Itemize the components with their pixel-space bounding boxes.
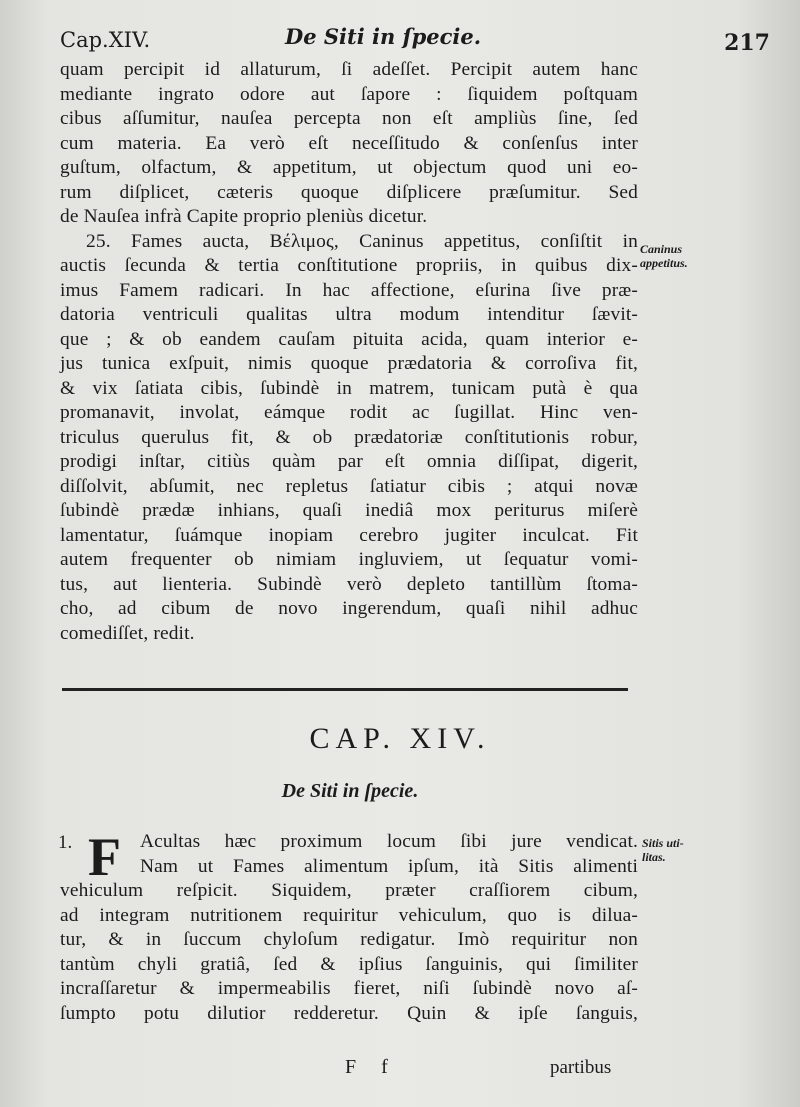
text-line: lamentatur, ſuámque inopiam cerebro jugiter inculcat. Fit xyxy=(60,524,638,546)
text-line: ſumpto potu dilutior redderetur. Quin & ipſe ſanguis, xyxy=(60,1002,638,1024)
text-line: autem frequenter ob nimiam ingluviem, ut ſequatur vomi- xyxy=(60,549,638,570)
text-line: imus Famem radicari. In hac affectione, eſurina ſive præ- xyxy=(60,279,638,301)
text-line: datoria ventriculi qualitas ultra modum intenditur ſævit- xyxy=(60,304,638,325)
text-line: ſubindè prædæ inhians, quaſi inediâ mox periturus miſerè xyxy=(60,500,638,521)
signature-mark: F f xyxy=(345,1056,398,1078)
chapter-divider-rule xyxy=(62,688,628,691)
text-line: Acultas hæc proximum locum ſibi jure vendicat. xyxy=(140,831,638,852)
text-line: incraſſaretur & impermeabilis fieret, niſi ſubindè novo aſ- xyxy=(60,978,638,999)
body-text-upper xyxy=(60,58,638,646)
text-line: guſtum, olfactum, & appetitum, ut objectum quod uni eo- xyxy=(60,157,638,178)
text-line: 25. Fames aucta, Βέλιμος, Caninus appetitus, conſiſtit in xyxy=(86,230,638,252)
text-line: prodigi inſtar, citiùs quàm par eſt omnia diſſipat, digerit, xyxy=(60,451,638,472)
text-line: quam percipit id allaturum, ſi adeſſet. Percipit autem hanc xyxy=(60,59,638,80)
text-line: Nam ut Fames alimentum ipſum, ità Sitis alimenti xyxy=(140,855,638,877)
text-line: triculus querulus fit, & ob prædatoriæ conſtitutionis robur, xyxy=(60,426,638,448)
text-line: comediſſet, redit. xyxy=(60,622,195,644)
text-line: cho, ad cibum de novo ingerendum, quaſi nihil adhuc xyxy=(60,598,638,619)
text-line: vehiculum reſpicit. Siquidem, præter craſſiorem cibum, xyxy=(60,880,638,901)
text-line: tantùm chyli gratiâ, ſed & ipſius ſanguinis, qui ſimiliter xyxy=(60,953,638,975)
text-line: cum materia. Ea verò eſt neceſſitudo & conſenſus inter xyxy=(60,132,638,154)
running-header xyxy=(60,24,770,56)
text-line: tur, & in ſuccum chyloſum redigatur. Imò requiritur non xyxy=(60,929,638,950)
body-text-lower xyxy=(58,827,638,1026)
text-line: que ; & ob eandem cauſam pituita acida, quam interior e- xyxy=(60,328,638,350)
text-line: auctis ſecunda & tertia conſtitutione propriis, in quibus dix- xyxy=(60,255,638,276)
text-line: cibus aſſumitur, nauſea percepta non eſt ampliùs ſine, ſed xyxy=(60,108,638,129)
text-line: jus tunica exſpuit, nimis quoque prædatoria & corroſiva fit, xyxy=(60,353,638,374)
text-line: promanavit, involat, eámque rodit ac ſugillat. Hinc ven- xyxy=(60,402,638,423)
chapter-label: Cap.XIV. xyxy=(60,28,151,52)
margin-note-caninus: Caninus appetitus. xyxy=(640,242,688,270)
drop-cap: F xyxy=(88,827,121,887)
text-line: mediante ingrato odore aut ſapore : ſiquidem poſtquam xyxy=(60,83,638,105)
text-line: tus, aut lienteria. Subindè verò depleto tantillùm ſtoma- xyxy=(60,573,638,595)
text-line: ad integram nutritionem requiritur vehiculum, quo is dilua- xyxy=(60,904,638,926)
chapter-subtitle: De Siti in ſpecie. xyxy=(281,780,419,802)
text-line: de Nauſea infrà Capite proprio pleniùs dicetur. xyxy=(60,206,428,227)
text-line: & vix ſatiata cibis, ſubindè in matrem, tunicam putà è qua xyxy=(60,377,638,399)
margin-note-sitis: Sitis uti- litas. xyxy=(642,836,684,864)
page-number: 217 xyxy=(724,30,770,56)
text-line: rum diſplicet, cæteris quoque diſplicere præſumitur. Sed xyxy=(60,181,638,203)
chapter-title: CAP. XIV. xyxy=(309,722,491,755)
running-title: De Siti in ſpecie. xyxy=(285,24,482,49)
catchword: partibus xyxy=(550,1057,612,1078)
paragraph-number: 1. xyxy=(58,832,73,853)
text-line: diſſolvit, abſumit, nec repletus ſatiatur cibis ; atqui novæ xyxy=(60,475,638,497)
